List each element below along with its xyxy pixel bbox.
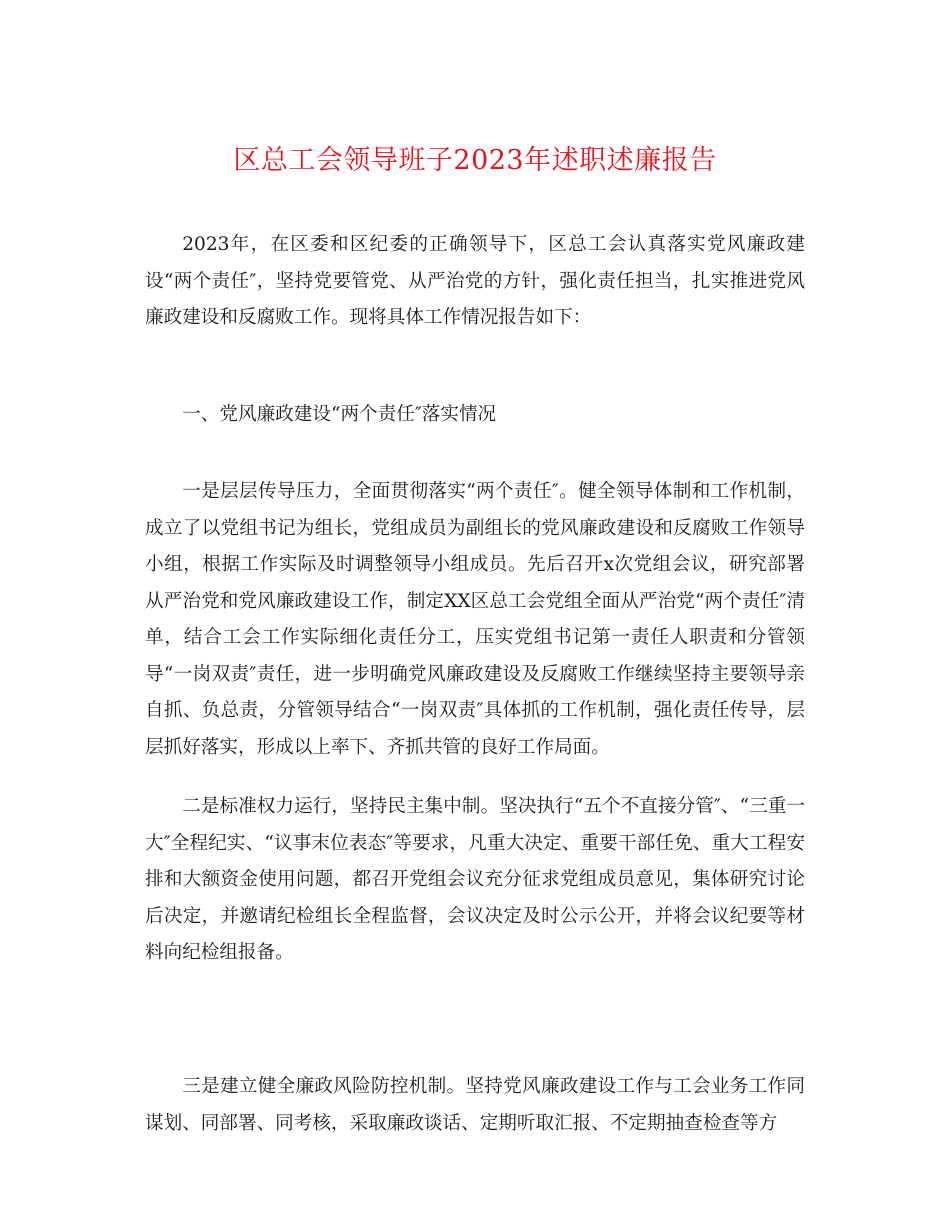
point-two-paragraph: 二是标准权力运行，坚持民主集中制。坚决执行“五个不直接分管″、“三重一大″全程纪实、“议事末位表态″等要求，凡重大决定、重要干部任免、重大工程安排和大额资金使用问题，都召开党组会议充分征求党组成员意见，集体研究讨论后决定，并邀请纪检组长全程监督，会议决定及时公示公开，并将会议纪要等材料向纪检组报备。 (145, 796, 805, 963)
document-title: 区总工会领导班子2023年述职述廉报告 (233, 145, 717, 176)
intro-paragraph: 2023年，在区委和区纪委的正确领导下，区总工会认真落实党风廉政建设“两个责任″，坚持党要管党、从严治党的方针，强化责任担当，扎实推进党风廉政建设和反腐败工作。现将具体工作情况报告如下： (145, 234, 805, 328)
point-three-paragraph: 三是建立健全廉政风险防控机制。坚持党风廉政建设工作与工会业务工作同谋划、同部署、同考核，采取廉政谈话、定期听取汇报、不定期抽查检查等方 (145, 1076, 805, 1134)
section-one-heading: 一、党风廉政建设“两个责任″落实情况 (182, 404, 497, 425)
point-one-paragraph: 一是层层传导压力，全面贯彻落实“两个责任″。健全领导体制和工作机制，成立了以党组书记为组长，党组成员为副组长的党风廉政建设和反腐败工作领导小组，根据工作实际及时调整领导小组成员。先后召开x次党组会议，研究部署从严治党和党风廉政建设工作，制定XX区总工会党组全面从严治党“两个责任″清单，结合工会工作实际细化责任分工，压实党组书记第一责任人职责和分管领导“一岗双责″责任，进一步明确党风廉政建设及反腐败工作继续坚持主要领导亲自抓、负总责，分管领导结合“一岗双责″具体抓的工作机制，强化责任传导，层层抓好落实，形成以上率下、齐抓共管的良好工作局面。 (145, 481, 805, 758)
